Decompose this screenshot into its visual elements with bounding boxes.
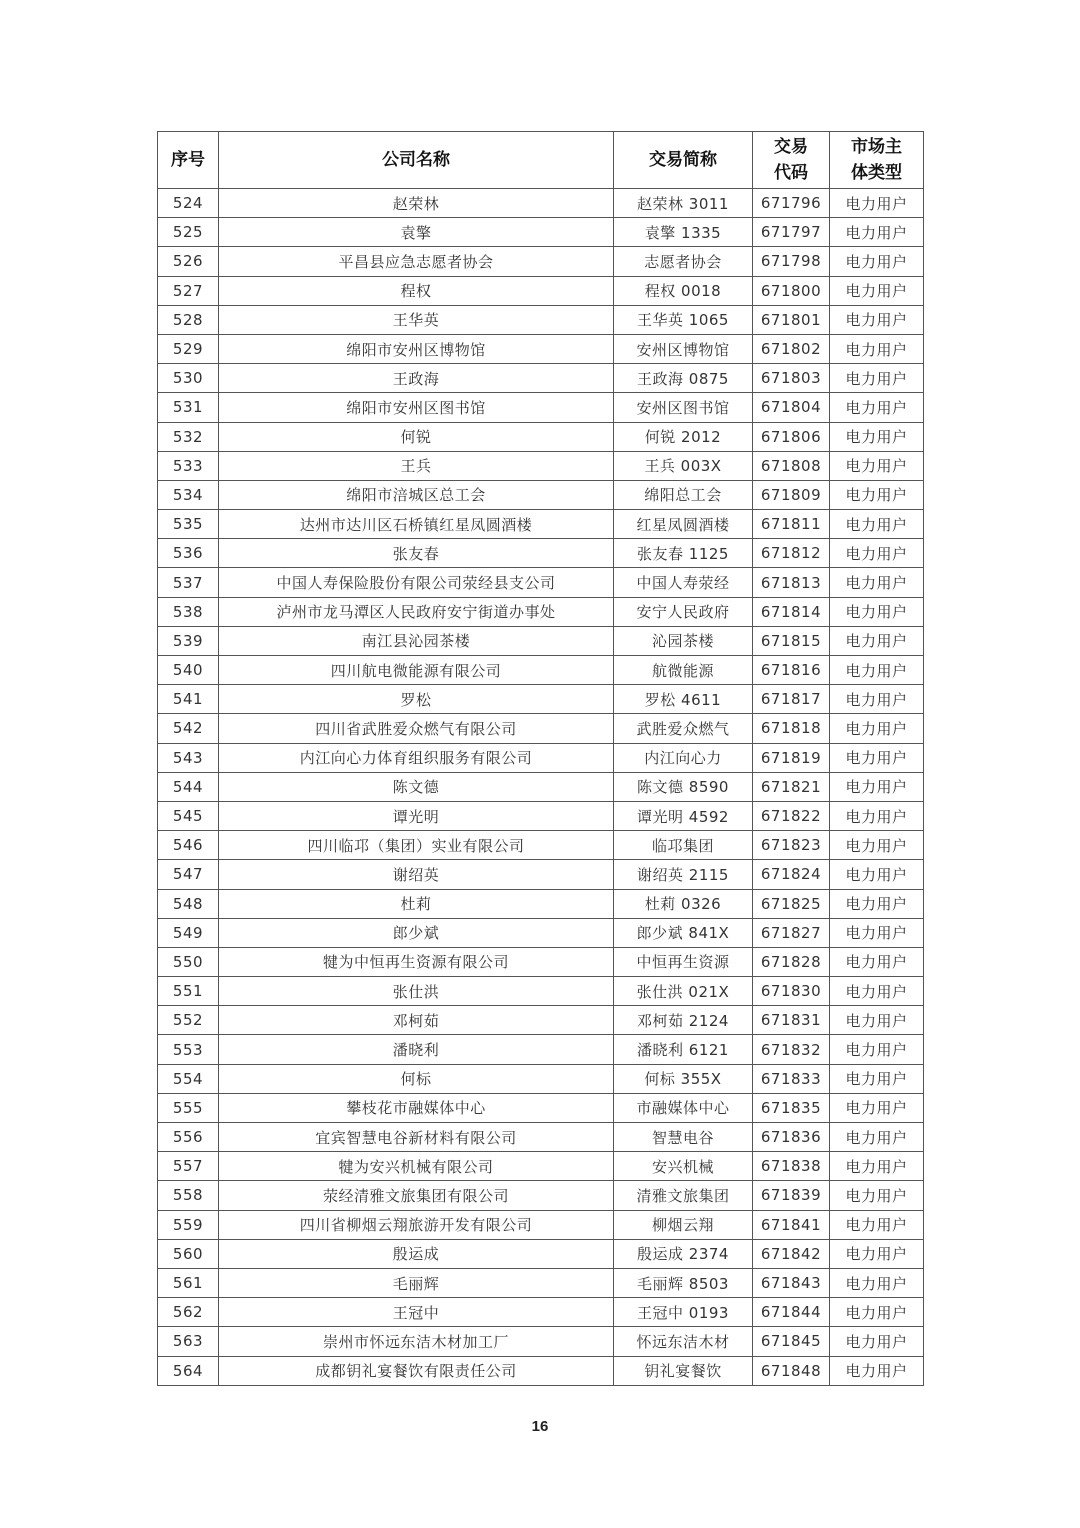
cell-company-name: 攀枝花市融媒体中心 — [219, 1093, 614, 1122]
cell-trade-code: 671838 — [753, 1152, 830, 1181]
cell-seq: 527 — [158, 276, 219, 305]
cell-entity-type: 电力用户 — [830, 1123, 924, 1152]
cell-company-name: 张仕洪 — [219, 977, 614, 1006]
table-row — [158, 714, 924, 743]
cell-trade-code: 671817 — [753, 685, 830, 714]
cell-short-name: 罗松 4611 — [614, 685, 753, 714]
cell-short-name: 绵阳总工会 — [614, 480, 753, 509]
cell-company-name: 郎少斌 — [219, 918, 614, 947]
table-row — [158, 1356, 924, 1385]
cell-company-name: 平昌县应急志愿者协会 — [219, 247, 614, 276]
cell-entity-type: 电力用户 — [830, 626, 924, 655]
header-short-name: 交易简称 — [614, 132, 753, 189]
cell-entity-type: 电力用户 — [830, 1356, 924, 1385]
cell-trade-code: 671822 — [753, 801, 830, 830]
cell-company-name: 四川临邛（集团）实业有限公司 — [219, 831, 614, 860]
cell-seq: 549 — [158, 918, 219, 947]
cell-short-name: 安宁人民政府 — [614, 597, 753, 626]
cell-company-name: 殷运成 — [219, 1239, 614, 1268]
cell-short-name: 安州区博物馆 — [614, 334, 753, 363]
cell-trade-code: 671833 — [753, 1064, 830, 1093]
cell-entity-type: 电力用户 — [830, 393, 924, 422]
cell-entity-type: 电力用户 — [830, 860, 924, 889]
cell-short-name: 智慧电谷 — [614, 1123, 753, 1152]
cell-short-name: 市融媒体中心 — [614, 1093, 753, 1122]
cell-entity-type: 电力用户 — [830, 1181, 924, 1210]
table-row — [158, 1298, 924, 1327]
cell-trade-code: 671800 — [753, 276, 830, 305]
table-row — [158, 568, 924, 597]
cell-seq: 529 — [158, 334, 219, 363]
cell-seq: 557 — [158, 1152, 219, 1181]
cell-seq: 547 — [158, 860, 219, 889]
cell-seq: 553 — [158, 1035, 219, 1064]
cell-trade-code: 671827 — [753, 918, 830, 947]
cell-entity-type: 电力用户 — [830, 1152, 924, 1181]
table-row — [158, 480, 924, 509]
cell-seq: 540 — [158, 656, 219, 685]
cell-trade-code: 671803 — [753, 364, 830, 393]
table-row — [158, 247, 924, 276]
cell-short-name: 张友春 1125 — [614, 539, 753, 568]
cell-company-name: 达州市达川区石桥镇红星凤圆酒楼 — [219, 510, 614, 539]
cell-trade-code: 671841 — [753, 1210, 830, 1239]
table-row — [158, 334, 924, 363]
cell-trade-code: 671802 — [753, 334, 830, 363]
cell-seq: 543 — [158, 743, 219, 772]
table-row — [158, 889, 924, 918]
cell-entity-type: 电力用户 — [830, 1064, 924, 1093]
cell-seq: 537 — [158, 568, 219, 597]
cell-seq: 545 — [158, 801, 219, 830]
page-number: 16 — [531, 1418, 549, 1435]
cell-entity-type: 电力用户 — [830, 539, 924, 568]
cell-company-name: 王兵 — [219, 451, 614, 480]
cell-trade-code: 671823 — [753, 831, 830, 860]
header-seq: 序号 — [158, 132, 219, 189]
cell-company-name: 王政海 — [219, 364, 614, 393]
cell-company-name: 王华英 — [219, 305, 614, 334]
table-row — [158, 1064, 924, 1093]
cell-entity-type: 电力用户 — [830, 772, 924, 801]
cell-company-name: 犍为中恒再生资源有限公司 — [219, 947, 614, 976]
cell-short-name: 潘晓利 6121 — [614, 1035, 753, 1064]
header-entity-type-line1: 市场主 — [851, 137, 902, 157]
cell-entity-type: 电力用户 — [830, 889, 924, 918]
cell-entity-type: 电力用户 — [830, 1239, 924, 1268]
cell-company-name: 四川省柳烟云翔旅游开发有限公司 — [219, 1210, 614, 1239]
cell-trade-code: 671843 — [753, 1268, 830, 1297]
cell-trade-code: 671816 — [753, 656, 830, 685]
cell-trade-code: 671842 — [753, 1239, 830, 1268]
cell-trade-code: 671831 — [753, 1006, 830, 1035]
cell-company-name: 四川省武胜爱众燃气有限公司 — [219, 714, 614, 743]
cell-seq: 530 — [158, 364, 219, 393]
cell-seq: 541 — [158, 685, 219, 714]
cell-seq: 559 — [158, 1210, 219, 1239]
table-row — [158, 860, 924, 889]
cell-short-name: 内江向心力 — [614, 743, 753, 772]
cell-trade-code: 671811 — [753, 510, 830, 539]
cell-company-name: 成都钥礼宴餐饮有限责任公司 — [219, 1356, 614, 1385]
cell-short-name: 航微能源 — [614, 656, 753, 685]
cell-short-name: 陈文德 8590 — [614, 772, 753, 801]
cell-short-name: 殷运成 2374 — [614, 1239, 753, 1268]
cell-company-name: 绵阳市安州区图书馆 — [219, 393, 614, 422]
cell-short-name: 钥礼宴餐饮 — [614, 1356, 753, 1385]
cell-company-name: 绵阳市安州区博物馆 — [219, 334, 614, 363]
cell-company-name: 毛丽辉 — [219, 1268, 614, 1297]
cell-seq: 531 — [158, 393, 219, 422]
cell-entity-type: 电力用户 — [830, 1035, 924, 1064]
cell-short-name: 中恒再生资源 — [614, 947, 753, 976]
header-trade-code-line2: 代码 — [774, 163, 808, 183]
cell-trade-code: 671809 — [753, 480, 830, 509]
cell-short-name: 郎少斌 841X — [614, 918, 753, 947]
table-row — [158, 1123, 924, 1152]
cell-entity-type: 电力用户 — [830, 364, 924, 393]
cell-company-name: 绵阳市涪城区总工会 — [219, 480, 614, 509]
cell-company-name: 罗松 — [219, 685, 614, 714]
cell-entity-type: 电力用户 — [830, 977, 924, 1006]
table-row — [158, 1268, 924, 1297]
table-row — [158, 1035, 924, 1064]
cell-company-name: 赵荣林 — [219, 189, 614, 218]
table-row — [158, 305, 924, 334]
cell-seq: 560 — [158, 1239, 219, 1268]
table-row — [158, 189, 924, 218]
table-row — [158, 1239, 924, 1268]
cell-entity-type: 电力用户 — [830, 1093, 924, 1122]
cell-short-name: 何标 355X — [614, 1064, 753, 1093]
cell-entity-type: 电力用户 — [830, 1298, 924, 1327]
cell-trade-code: 671796 — [753, 189, 830, 218]
cell-short-name: 柳烟云翔 — [614, 1210, 753, 1239]
cell-trade-code: 671821 — [753, 772, 830, 801]
cell-company-name: 袁擎 — [219, 218, 614, 247]
table-row — [158, 1181, 924, 1210]
header-row — [158, 132, 924, 189]
cell-seq: 556 — [158, 1123, 219, 1152]
cell-seq: 554 — [158, 1064, 219, 1093]
cell-company-name: 谢绍英 — [219, 860, 614, 889]
cell-trade-code: 671828 — [753, 947, 830, 976]
cell-entity-type: 电力用户 — [830, 480, 924, 509]
cell-seq: 528 — [158, 305, 219, 334]
cell-seq: 539 — [158, 626, 219, 655]
cell-entity-type: 电力用户 — [830, 1210, 924, 1239]
cell-entity-type: 电力用户 — [830, 305, 924, 334]
table-header — [158, 132, 924, 189]
cell-trade-code: 671808 — [753, 451, 830, 480]
cell-short-name: 临邛集团 — [614, 831, 753, 860]
table-row — [158, 276, 924, 305]
cell-trade-code: 671818 — [753, 714, 830, 743]
cell-short-name: 邓柯茹 2124 — [614, 1006, 753, 1035]
cell-entity-type: 电力用户 — [830, 510, 924, 539]
cell-company-name: 杜莉 — [219, 889, 614, 918]
cell-seq: 532 — [158, 422, 219, 451]
table-row — [158, 364, 924, 393]
cell-company-name: 谭光明 — [219, 801, 614, 830]
cell-short-name: 谭光明 4592 — [614, 801, 753, 830]
cell-short-name: 毛丽辉 8503 — [614, 1268, 753, 1297]
table-row — [158, 510, 924, 539]
table-row — [158, 743, 924, 772]
cell-company-name: 泸州市龙马潭区人民政府安宁街道办事处 — [219, 597, 614, 626]
cell-entity-type: 电力用户 — [830, 1327, 924, 1356]
cell-company-name: 何锐 — [219, 422, 614, 451]
cell-company-name: 宜宾智慧电谷新材料有限公司 — [219, 1123, 614, 1152]
header-entity-type — [830, 132, 924, 189]
table-row — [158, 947, 924, 976]
cell-trade-code: 671819 — [753, 743, 830, 772]
cell-entity-type: 电力用户 — [830, 451, 924, 480]
header-trade-code-line1: 交易 — [774, 137, 808, 157]
cell-short-name: 王政海 0875 — [614, 364, 753, 393]
cell-short-name: 沁园茶楼 — [614, 626, 753, 655]
cell-company-name: 犍为安兴机械有限公司 — [219, 1152, 614, 1181]
cell-seq: 524 — [158, 189, 219, 218]
cell-short-name: 清雅文旅集团 — [614, 1181, 753, 1210]
table-row — [158, 218, 924, 247]
cell-short-name: 赵荣林 3011 — [614, 189, 753, 218]
table-row — [158, 801, 924, 830]
cell-seq: 542 — [158, 714, 219, 743]
cell-seq: 561 — [158, 1268, 219, 1297]
cell-short-name: 何锐 2012 — [614, 422, 753, 451]
cell-seq: 525 — [158, 218, 219, 247]
cell-seq: 558 — [158, 1181, 219, 1210]
cell-entity-type: 电力用户 — [830, 247, 924, 276]
cell-entity-type: 电力用户 — [830, 656, 924, 685]
table-row — [158, 626, 924, 655]
cell-entity-type: 电力用户 — [830, 568, 924, 597]
cell-company-name: 内江向心力体育组织服务有限公司 — [219, 743, 614, 772]
cell-company-name: 南江县沁园茶楼 — [219, 626, 614, 655]
cell-trade-code: 671825 — [753, 889, 830, 918]
cell-trade-code: 671804 — [753, 393, 830, 422]
header-entity-type-line2: 体类型 — [851, 163, 902, 183]
table-row — [158, 393, 924, 422]
cell-entity-type: 电力用户 — [830, 334, 924, 363]
cell-entity-type: 电力用户 — [830, 801, 924, 830]
table-row — [158, 685, 924, 714]
cell-seq: 546 — [158, 831, 219, 860]
cell-short-name: 安兴机械 — [614, 1152, 753, 1181]
cell-seq: 533 — [158, 451, 219, 480]
table-row — [158, 1152, 924, 1181]
cell-seq: 563 — [158, 1327, 219, 1356]
table-row — [158, 1327, 924, 1356]
cell-short-name: 王华英 1065 — [614, 305, 753, 334]
cell-trade-code: 671839 — [753, 1181, 830, 1210]
cell-short-name: 中国人寿荥经 — [614, 568, 753, 597]
cell-trade-code: 671832 — [753, 1035, 830, 1064]
cell-entity-type: 电力用户 — [830, 276, 924, 305]
table-row — [158, 656, 924, 685]
table-row — [158, 1006, 924, 1035]
cell-trade-code: 671812 — [753, 539, 830, 568]
cell-company-name: 荥经清雅文旅集团有限公司 — [219, 1181, 614, 1210]
cell-seq: 555 — [158, 1093, 219, 1122]
cell-entity-type: 电力用户 — [830, 218, 924, 247]
cell-short-name: 杜莉 0326 — [614, 889, 753, 918]
cell-short-name: 怀远东洁木材 — [614, 1327, 753, 1356]
cell-trade-code: 671801 — [753, 305, 830, 334]
cell-trade-code: 671848 — [753, 1356, 830, 1385]
table-row — [158, 451, 924, 480]
cell-seq: 535 — [158, 510, 219, 539]
market-entity-table — [157, 131, 924, 1386]
cell-short-name: 王冠中 0193 — [614, 1298, 753, 1327]
cell-short-name: 袁擎 1335 — [614, 218, 753, 247]
cell-short-name: 红星凤圆酒楼 — [614, 510, 753, 539]
cell-short-name: 安州区图书馆 — [614, 393, 753, 422]
cell-short-name: 武胜爱众燃气 — [614, 714, 753, 743]
cell-seq: 552 — [158, 1006, 219, 1035]
cell-seq: 548 — [158, 889, 219, 918]
cell-entity-type: 电力用户 — [830, 1006, 924, 1035]
cell-trade-code: 671806 — [753, 422, 830, 451]
cell-seq: 536 — [158, 539, 219, 568]
table-row — [158, 1093, 924, 1122]
table-row — [158, 422, 924, 451]
cell-entity-type: 电力用户 — [830, 918, 924, 947]
cell-seq: 526 — [158, 247, 219, 276]
cell-trade-code: 671824 — [753, 860, 830, 889]
cell-seq: 544 — [158, 772, 219, 801]
cell-trade-code: 671836 — [753, 1123, 830, 1152]
cell-seq: 562 — [158, 1298, 219, 1327]
cell-entity-type: 电力用户 — [830, 1268, 924, 1297]
table-body — [158, 189, 924, 1386]
cell-short-name: 志愿者协会 — [614, 247, 753, 276]
cell-seq: 551 — [158, 977, 219, 1006]
table-row — [158, 918, 924, 947]
cell-trade-code: 671797 — [753, 218, 830, 247]
cell-trade-code: 671798 — [753, 247, 830, 276]
cell-entity-type: 电力用户 — [830, 743, 924, 772]
cell-company-name: 陈文德 — [219, 772, 614, 801]
cell-trade-code: 671814 — [753, 597, 830, 626]
cell-trade-code: 671835 — [753, 1093, 830, 1122]
cell-entity-type: 电力用户 — [830, 422, 924, 451]
cell-company-name: 邓柯茹 — [219, 1006, 614, 1035]
cell-company-name: 何标 — [219, 1064, 614, 1093]
cell-company-name: 崇州市怀远东洁木材加工厂 — [219, 1327, 614, 1356]
cell-short-name: 张仕洪 021X — [614, 977, 753, 1006]
cell-entity-type: 电力用户 — [830, 947, 924, 976]
cell-seq: 564 — [158, 1356, 219, 1385]
cell-entity-type: 电力用户 — [830, 685, 924, 714]
table-row — [158, 539, 924, 568]
cell-trade-code: 671813 — [753, 568, 830, 597]
table-row — [158, 597, 924, 626]
header-company-name: 公司名称 — [219, 132, 614, 189]
cell-seq: 550 — [158, 947, 219, 976]
cell-entity-type: 电力用户 — [830, 714, 924, 743]
cell-short-name: 谢绍英 2115 — [614, 860, 753, 889]
cell-entity-type: 电力用户 — [830, 189, 924, 218]
cell-seq: 534 — [158, 480, 219, 509]
cell-company-name: 潘晓利 — [219, 1035, 614, 1064]
cell-company-name: 中国人寿保险股份有限公司荥经县支公司 — [219, 568, 614, 597]
cell-company-name: 王冠中 — [219, 1298, 614, 1327]
cell-company-name: 张友春 — [219, 539, 614, 568]
cell-trade-code: 671830 — [753, 977, 830, 1006]
cell-entity-type: 电力用户 — [830, 597, 924, 626]
cell-short-name: 王兵 003X — [614, 451, 753, 480]
cell-company-name: 四川航电微能源有限公司 — [219, 656, 614, 685]
cell-trade-code: 671845 — [753, 1327, 830, 1356]
cell-company-name: 程权 — [219, 276, 614, 305]
table-row — [158, 831, 924, 860]
cell-trade-code: 671815 — [753, 626, 830, 655]
cell-entity-type: 电力用户 — [830, 831, 924, 860]
table-row — [158, 1210, 924, 1239]
cell-short-name: 程权 0018 — [614, 276, 753, 305]
cell-trade-code: 671844 — [753, 1298, 830, 1327]
cell-seq: 538 — [158, 597, 219, 626]
table-row — [158, 772, 924, 801]
header-trade-code — [753, 132, 830, 189]
table-row — [158, 977, 924, 1006]
